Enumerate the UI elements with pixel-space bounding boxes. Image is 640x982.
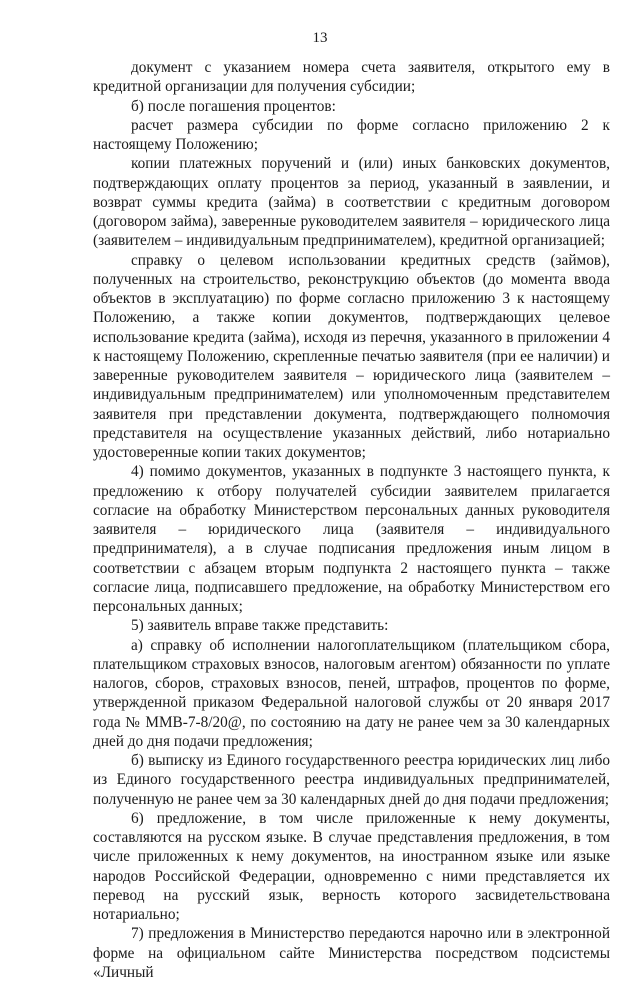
paragraph-item-4-consent: 4) помимо документов, указанных в подпункте 3 настоящего пункта, к предложению к отбору получателей субсидии заявителем прилагается согласие на обработку Министерством персональных данных руководителя заявителя – юридического лица (заявителя – индивидуального предпринимателя), а в случае подписания предложения иным лицом в соответствии с абзацем вторым подпункта 2 настоящего пункта – также согласие лица, подписавшего предложение, на обработку Министерством его персональных данных;	[93, 463, 610, 615]
paragraph-item-7-submission: 7) предложения в Министерство передаются нарочно или в электронной форме на официальном сайте Министерства посредством подсистемы «Личный	[93, 925, 610, 981]
paragraph-payment-orders: копии платежных поручений и (или) иных банковских документов, подтверждающих оплату процентов за период, указанный в заявлении, и возврат суммы кредита (займа) в соответствии с кредитным договором (договором займа), заверенные руководителем заявителя – юридического лица (заявителем – индивидуальным предпринимателем), кредитной организацией;	[93, 155, 610, 250]
paragraph-after-interest: б) после погашения процентов:	[131, 97, 336, 115]
paragraph-item-5a-tax-certificate: а) справку об исполнении налогоплательщиком (плательщиком сбора, плательщиком страховых взносов, налоговым агентом) обязанности по уплате налогов, сборов, страховых взносов, пеней, штрафов, процентов по форме, утвержденной приказом Федеральной налоговой службы от 20 января 2017 года № ММВ-7-8/20@, по состоянию на дату не ранее чем за 30 календарных дней до дня подачи предложения;	[93, 636, 610, 750]
paragraph-subsidy-calculation: расчет размера субсидии по форме согласно приложению 2 к настоящему Положению;	[93, 116, 610, 153]
paragraph-item-5b-registry-extract: б) выписку из Единого государственного реестра юридических лиц либо из Единого государственного реестра индивидуальных предпринимателей, полученную не ранее чем за 30 календарных дней до дня подачи предложения;	[93, 752, 610, 808]
document-body	[93, 58, 610, 982]
paragraph-targeted-use-certificate: справку о целевом использовании кредитных средств (займов), полученных на строительство, реконструкцию объектов (до момента ввода объектов в эксплуатацию) по форме согласно приложению 3 к настоящему Положению, а также копии документов, подтверждающих целевое использование кредита (займа), исходя из перечня, указанного в приложении 4 к настоящему Положению, скрепленные печатью заявителя (при ее наличии) и заверенные руководителем заявителя – юридического лица (заявителем – индивидуальным предпринимателем) или уполномоченным представителем заявителя при представлении документа, подтверждающего полномочия представителя на осуществление указанных действий, либо нотариально удостоверенные копии таких документов;	[93, 251, 610, 461]
page-number: 13	[312, 30, 328, 46]
paragraph-account-document: документ с указанием номера счета заявителя, открытого ему в кредитной организации для получения субсидии;	[93, 59, 610, 96]
paragraph-item-6-language: 6) предложение, в том числе приложенные к нему документы, составляются на русском языке. В случае представления предложения, в том числе приложенных к нему документов, на иностранном языке или языке народов Российской Федерации, одновременно с ними представляется их перевод на русский язык, верность которого засвидетельствована нотариально;	[93, 809, 610, 923]
paragraph-item-5-may-submit: 5) заявитель вправе также представить:	[131, 617, 389, 635]
